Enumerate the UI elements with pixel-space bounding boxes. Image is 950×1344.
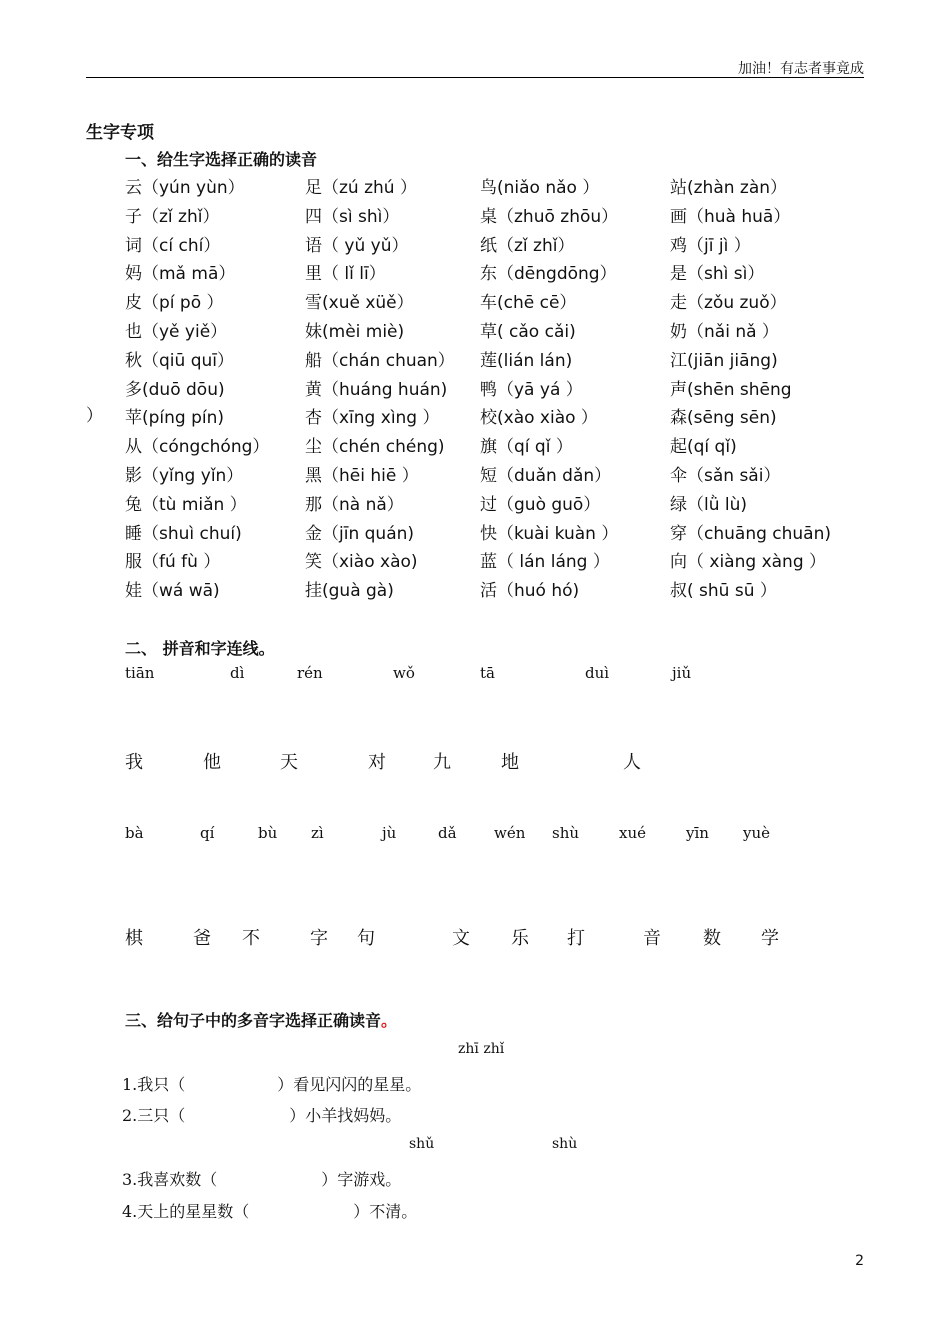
reading-row bbox=[125, 491, 870, 520]
pinyin-item: yuè bbox=[743, 824, 771, 842]
reading-row bbox=[125, 260, 870, 289]
reading-item: 短（duǎn dǎn） bbox=[480, 465, 612, 486]
pinyin-item: xué bbox=[619, 824, 646, 842]
section3-title bbox=[125, 1008, 397, 1031]
reading-row bbox=[125, 433, 870, 462]
reading-item: 子（zǐ zhǐ） bbox=[125, 206, 220, 227]
reading-item: 画（huà huā） bbox=[670, 206, 791, 227]
reading-item: 伞（sǎn sǎi） bbox=[670, 465, 781, 486]
pinyin-option-shu4: shù bbox=[552, 1136, 578, 1152]
hanzi-item: 对 bbox=[368, 752, 386, 773]
sentence-4 bbox=[122, 1199, 417, 1222]
reading-item: 森(sēng sēn) bbox=[670, 408, 777, 429]
pinyin-item: shù bbox=[552, 824, 580, 842]
reading-item: 苹(píng pín) bbox=[125, 408, 225, 429]
reading-item: 也（yě yiě） bbox=[125, 321, 228, 342]
hanzi-item: 人 bbox=[623, 752, 641, 773]
sentence-2-end: ）小羊找妈妈。 bbox=[289, 1106, 402, 1125]
reading-item: 笑（xiào xào) bbox=[305, 552, 418, 573]
wrapped-paren: ） bbox=[86, 406, 103, 426]
reading-item: 那（nà nǎ） bbox=[305, 494, 404, 515]
reading-item: 车(chē cē） bbox=[480, 293, 577, 314]
reading-item: 过（guò guō） bbox=[480, 494, 601, 515]
reading-row bbox=[125, 318, 870, 347]
reading-item: 鸭（yā yá ） bbox=[480, 379, 583, 400]
reading-item: 里（ lǐ lī） bbox=[305, 264, 386, 285]
pinyin-item: dǎ bbox=[438, 824, 457, 842]
reading-item: 莲(lián lán) bbox=[480, 350, 573, 371]
hanzi-item: 不 bbox=[242, 928, 260, 949]
reading-item: 蓝（ lán láng ） bbox=[480, 552, 610, 573]
reading-item: 多(duō dōu) bbox=[125, 379, 225, 400]
reading-row bbox=[125, 548, 870, 577]
reading-row bbox=[125, 577, 870, 606]
hanzi-item: 字 bbox=[310, 928, 328, 949]
hanzi-item: 九 bbox=[433, 752, 451, 773]
reading-row bbox=[125, 376, 870, 405]
reading-item: 雪(xuě xüě） bbox=[305, 293, 414, 314]
reading-item: 杏（xīng xìng ） bbox=[305, 408, 440, 429]
sentence-2 bbox=[122, 1103, 401, 1126]
pinyin-option-shu3: shǔ bbox=[409, 1136, 435, 1152]
section3-title-text: 三、给句子中的多音字选择正确读音 bbox=[125, 1011, 382, 1030]
sentence-2-start: 2.三只（ bbox=[122, 1106, 186, 1125]
worksheet-title: 生字专项 bbox=[86, 123, 154, 143]
reading-item: 活（huó hó) bbox=[480, 581, 580, 602]
reading-item: 鸟(niǎo nǎo ） bbox=[480, 178, 600, 198]
reading-item: 绿（lǜ lù) bbox=[670, 494, 748, 515]
hanzi-item: 学 bbox=[761, 928, 779, 949]
reading-item: 兔（tù miǎn ） bbox=[125, 494, 247, 515]
reading-item: 尘（chén chéng) bbox=[305, 437, 445, 458]
reading-item: 词（cí chí） bbox=[125, 235, 221, 256]
hanzi-item: 地 bbox=[501, 752, 519, 773]
reading-item: 桌（zhuō zhōu） bbox=[480, 206, 619, 227]
sentence-3-end: ）字游戏。 bbox=[321, 1170, 402, 1189]
hanzi-item: 天 bbox=[280, 752, 298, 773]
hanzi-item: 数 bbox=[703, 928, 721, 949]
reading-row bbox=[125, 232, 870, 261]
reading-item: 影（yǐng yǐn） bbox=[125, 465, 244, 486]
reading-item: 黄（huáng huán) bbox=[305, 379, 448, 400]
sentence-4-start: 4.天上的星星数（ bbox=[122, 1202, 250, 1221]
reading-item: 挂(guà gà) bbox=[305, 581, 394, 602]
hanzi-item: 文 bbox=[452, 928, 470, 949]
hanzi-item: 打 bbox=[567, 928, 585, 949]
reading-row bbox=[125, 203, 870, 232]
reading-item: 是（shì sì） bbox=[670, 264, 765, 285]
section3-title-period: 。 bbox=[381, 1011, 398, 1030]
sentence-1 bbox=[122, 1072, 421, 1095]
pinyin-item: wén bbox=[494, 824, 526, 842]
hanzi-item: 我 bbox=[125, 752, 143, 773]
pinyin-item: tā bbox=[480, 664, 495, 682]
reading-item: 秋（qiū quī） bbox=[125, 350, 234, 371]
pinyin-item: tiān bbox=[125, 664, 155, 682]
section1-title: 一、给生字选择正确的读音 bbox=[125, 150, 318, 169]
reading-row bbox=[125, 404, 870, 433]
reading-item: 妹(mèi miè) bbox=[305, 321, 405, 342]
reading-item: 金（jīn quán) bbox=[305, 523, 415, 544]
hanzi-item: 音 bbox=[643, 928, 661, 949]
reading-item: 纸（zǐ zhǐ） bbox=[480, 235, 575, 256]
reading-choice-grid bbox=[125, 174, 870, 606]
header-slogan: 加油！有志者事竟成 bbox=[738, 61, 864, 77]
hanzi-item: 他 bbox=[203, 752, 221, 773]
reading-row bbox=[125, 347, 870, 376]
hanzi-item: 句 bbox=[357, 928, 375, 949]
pinyin-item: zì bbox=[311, 824, 324, 842]
sentence-4-end: ）不清。 bbox=[353, 1202, 418, 1221]
pinyin-item: jù bbox=[382, 824, 397, 842]
pinyin-item: jiǔ bbox=[672, 664, 692, 682]
reading-item: 妈（mǎ mā） bbox=[125, 264, 236, 285]
pinyin-item: qí bbox=[200, 824, 215, 842]
reading-item: 足（zú zhú ） bbox=[305, 178, 417, 198]
reading-item: 睡（shuì chuí) bbox=[125, 523, 242, 544]
reading-item: 站(zhàn zàn） bbox=[670, 178, 788, 198]
pinyin-options-zhi: zhī zhǐ bbox=[458, 1041, 505, 1057]
reading-item: 语（ yǔ yǔ） bbox=[305, 235, 409, 256]
reading-item: 云（yún yùn） bbox=[125, 178, 245, 198]
section2-title: 二、 拼音和字连线。 bbox=[125, 639, 275, 658]
pinyin-item: bà bbox=[125, 824, 144, 842]
pinyin-item: wǒ bbox=[393, 664, 415, 682]
sentence-3 bbox=[122, 1167, 401, 1190]
reading-item: 娃（wá wā) bbox=[125, 581, 220, 602]
hanzi-item: 棋 bbox=[125, 928, 143, 949]
reading-item: 皮（pí pō ） bbox=[125, 293, 224, 314]
page-number: 2 bbox=[855, 1253, 864, 1269]
reading-item: 叔( shū sū ） bbox=[670, 581, 777, 602]
reading-item: 草( cǎo cǎi) bbox=[480, 321, 576, 342]
reading-item: 船（chán chuan） bbox=[305, 350, 455, 371]
pinyin-item: dì bbox=[230, 664, 245, 682]
hanzi-item: 爸 bbox=[193, 928, 211, 949]
hanzi-item: 乐 bbox=[511, 928, 529, 949]
reading-item: 校(xào xiào ） bbox=[480, 408, 598, 429]
pinyin-item: yīn bbox=[686, 824, 709, 842]
reading-item: 黑（hēi hiē ） bbox=[305, 465, 419, 486]
reading-row bbox=[125, 174, 870, 203]
reading-item: 声(shēn shēng bbox=[670, 379, 792, 400]
pinyin-item: rén bbox=[297, 664, 323, 682]
pinyin-item: bù bbox=[258, 824, 278, 842]
reading-item: 奶（nǎi nǎ ） bbox=[670, 321, 779, 342]
sentence-1-end: ）看见闪闪的星星。 bbox=[277, 1075, 422, 1094]
sentence-1-start: 1.我只（ bbox=[122, 1075, 186, 1094]
reading-row bbox=[125, 462, 870, 491]
reading-item: 江(jiān jiāng) bbox=[670, 350, 778, 371]
reading-item: 走（zǒu zuǒ） bbox=[670, 293, 787, 314]
reading-item: 起(qí qǐ) bbox=[670, 437, 737, 458]
reading-item: 东（dēngdōng） bbox=[480, 264, 617, 285]
reading-item: 服（fú fù ） bbox=[125, 552, 221, 573]
reading-item: 从（cóngchóng） bbox=[125, 437, 270, 458]
reading-row bbox=[125, 289, 870, 318]
header-rule bbox=[86, 77, 864, 78]
reading-item: 旗（qí qǐ ） bbox=[480, 437, 573, 458]
reading-item: 穿（chuāng chuān) bbox=[670, 523, 832, 544]
reading-item: 向（ xiàng xàng ） bbox=[670, 552, 827, 573]
sentence-3-start: 3.我喜欢数（ bbox=[122, 1170, 218, 1189]
reading-row bbox=[125, 520, 870, 549]
reading-item: 鸡（jī jì ） bbox=[670, 235, 751, 256]
reading-item: 快（kuài kuàn ） bbox=[480, 523, 619, 544]
reading-item: 四（sì shì） bbox=[305, 206, 400, 227]
pinyin-item: duì bbox=[585, 664, 610, 682]
